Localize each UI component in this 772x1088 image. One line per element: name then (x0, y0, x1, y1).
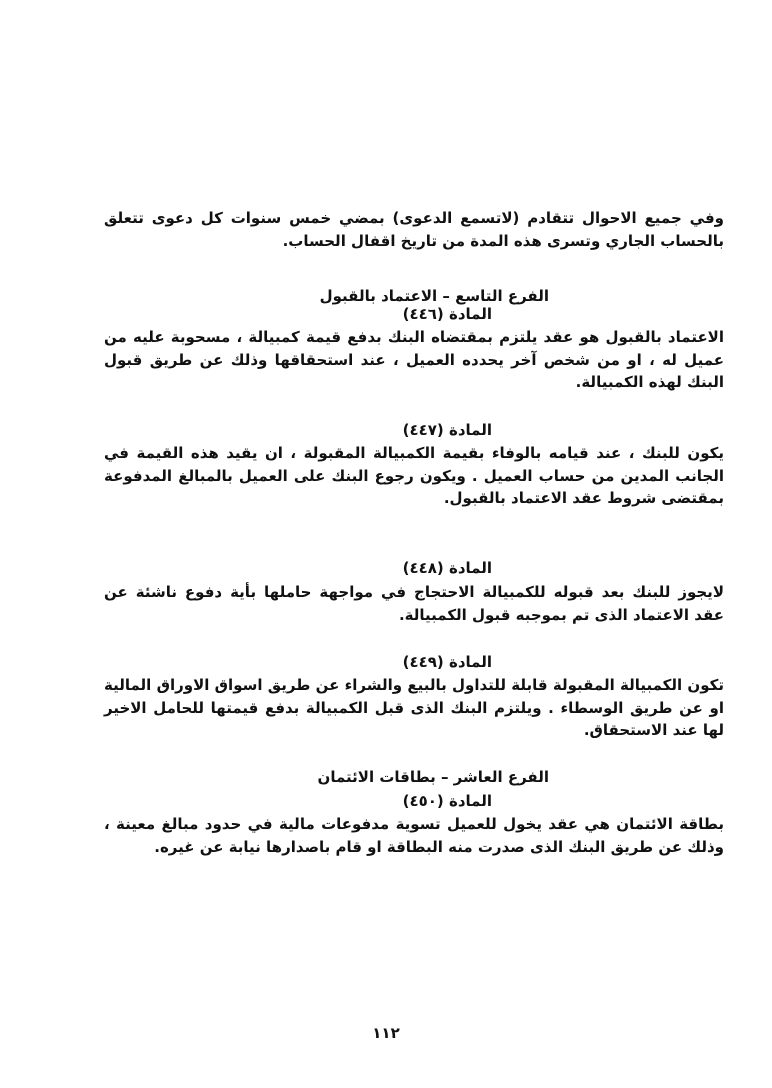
article-447-text: يكون للبنك ، عند قيامه بالوفاء بقيمة الكمبيالة المقبولة ، ان يقيد هذه القيمة في الجانب المدين من حساب العميل . ويكون رجوع البنك على العميل بالمبالغ المدفوعة بمقتضى شروط عقد الاعتماد بالقبول. (104, 444, 724, 507)
article-447-heading: المادة (٤٤٧) (402, 421, 492, 439)
page-number: ١١٢ (372, 1024, 400, 1042)
article-449-text: تكون الكمبيالة المقبولة قابلة للتداول بالبيع والشراء عن طريق اسواق الاوراق المالية او عن طريق الوسطاء . ويلتزم البنك الذى قبل الكمبيالة بدفع قيمتها للحامل الاخير لها عند الاستحقاق. (104, 676, 724, 739)
article-449-heading: المادة (٤٤٩) (402, 653, 492, 671)
article-448-text: لايجوز للبنك بعد قبوله للكمبيالة الاحتجاج في مواجهة حاملها بأية دفوع ناشئة عن عقد الاعتماد الذى تم بموجبه قبول الكمبيالة. (104, 583, 724, 624)
intro-paragraph: وفي جميع الاحوال تتقادم (لاتسمع الدعوى) بمضي خمس سنوات كل دعوى تتعلق بالحساب الجاري وتسرى هذه المدة من تاريخ اقفال الحساب. (104, 209, 724, 250)
article-446-heading: المادة (٤٤٦) (402, 305, 492, 323)
section-title-ninth-branch: الفرع التاسع – الاعتماد بالقبول (319, 287, 549, 305)
article-448-heading: المادة (٤٤٨) (402, 559, 492, 577)
article-450-heading: المادة (٤٥٠) (402, 792, 492, 810)
article-450-text: بطاقة الائتمان هي عقد يخول للعميل تسوية مدفوعات مالية في حدود مبالغ معينة ، وذلك عن طريق البنك الذى صدرت منه البطاقة او قام باصدارها نيابة عن غيره. (104, 815, 724, 856)
article-446-text: الاعتماد بالقبول هو عقد يلتزم بمقتضاه البنك بدفع قيمة كمبيالة ، مسحوبة عليه من عميل له ، او من شخص آخر يحدده العميل ، عند استحقاقها وذلك عن طريق قبول البنك لهذه الكمبيالة. (104, 328, 724, 391)
section-title-tenth-branch: الفرع العاشر – بطاقات الائتمان (317, 768, 549, 786)
